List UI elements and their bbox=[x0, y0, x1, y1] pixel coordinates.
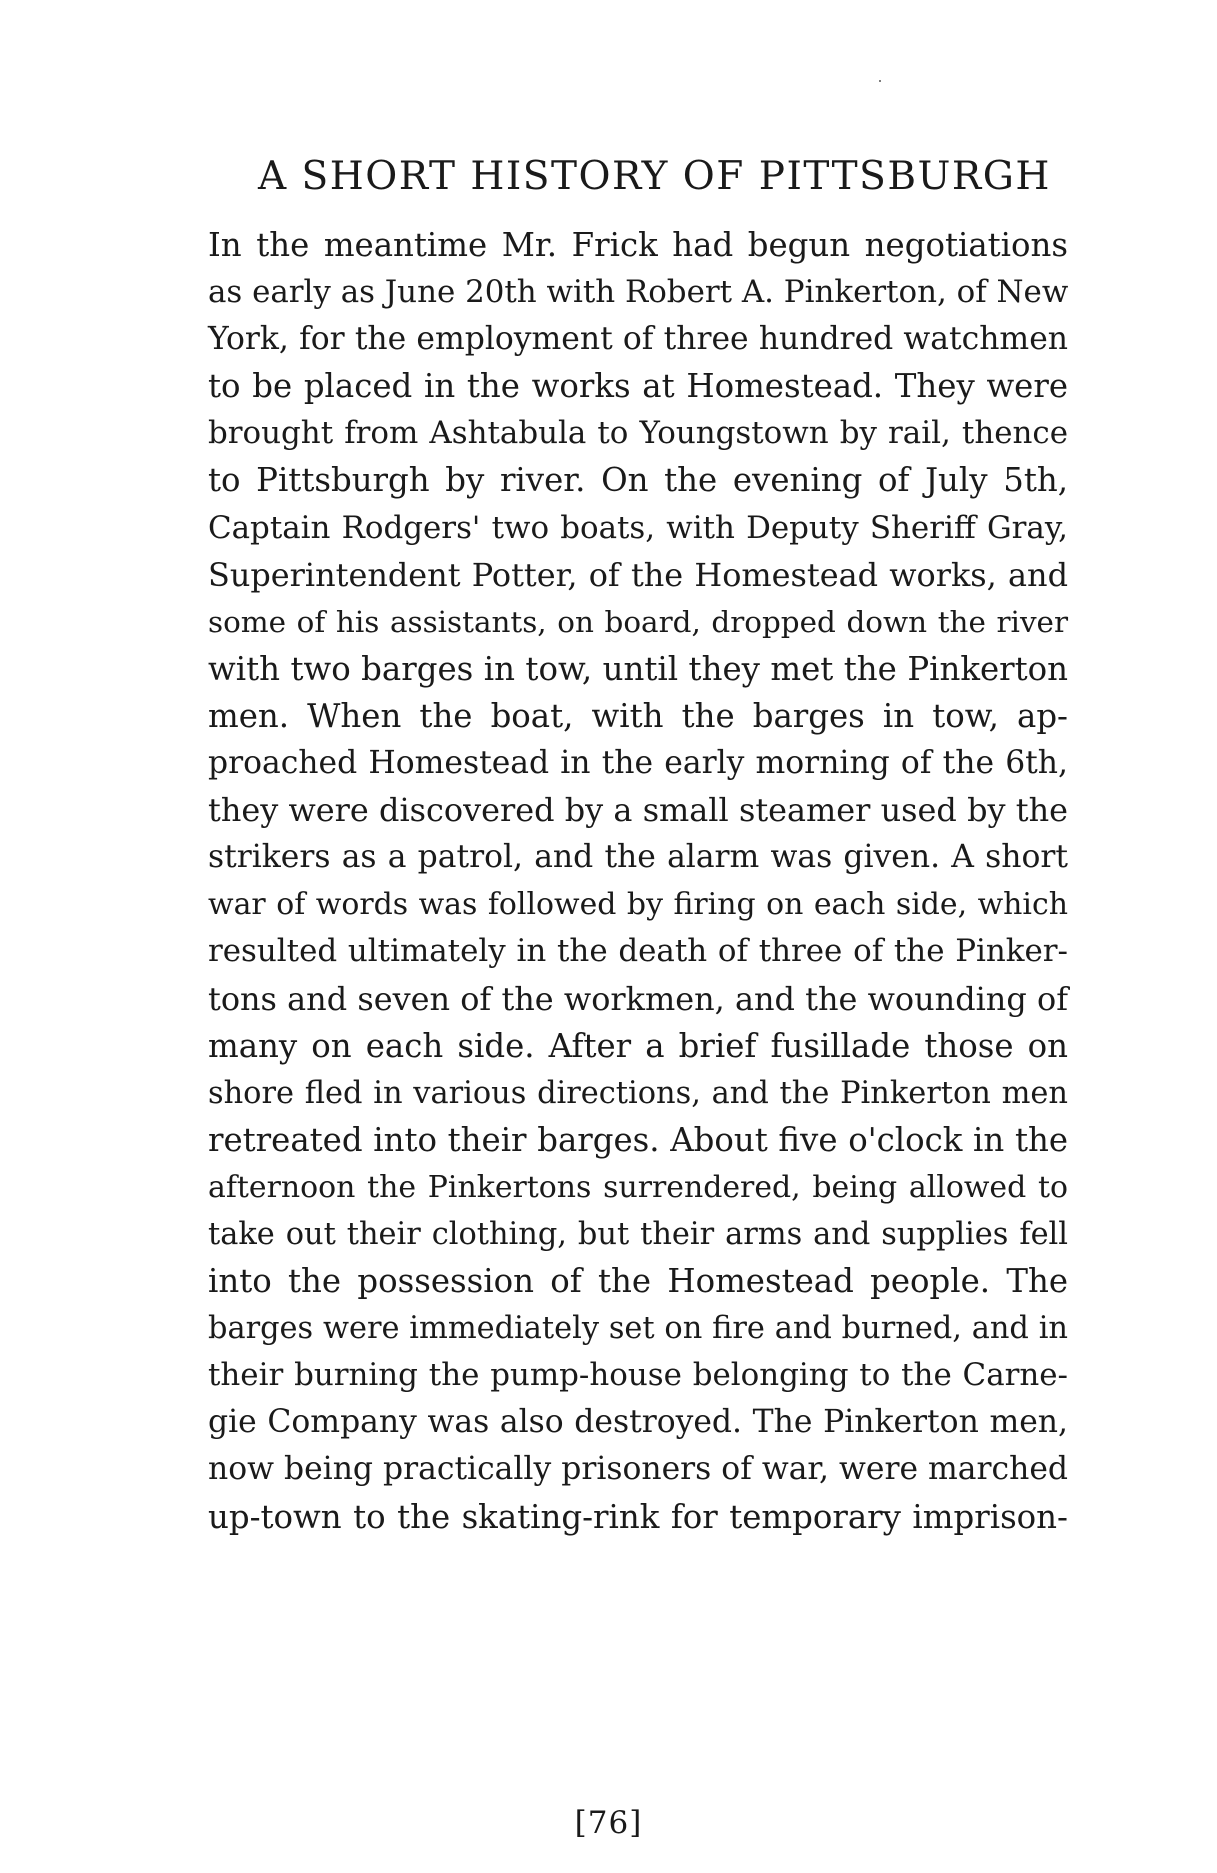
text-line: now being practically prisoners of war, were marched bbox=[208, 1451, 1068, 1488]
text-line: to Pittsburgh by river. On the evening of July 5th, bbox=[208, 461, 1068, 500]
text-line: war of words was followed by firing on each side, which bbox=[208, 887, 1068, 923]
body-text bbox=[208, 222, 1068, 1541]
text-line: In the meantime Mr. Frick had begun negotiations bbox=[208, 226, 1068, 264]
text-line: brought from Ashtabula to Youngstown by rail, thence bbox=[208, 415, 1068, 452]
running-head: A SHORT HISTORY OF PITTSBURGH bbox=[258, 154, 1051, 199]
text-line: many on each side. After a brief fusillade those on bbox=[208, 1026, 1068, 1065]
text-line: afternoon the Pinkertons surrendered, being allowed to bbox=[208, 1169, 1068, 1205]
text-line: York, for the employment of three hundred watchmen bbox=[208, 321, 1068, 358]
text-line: men. When the boat, with the barges in tow, ap- bbox=[208, 696, 1068, 735]
text-line: to be placed in the works at Homestead. They were bbox=[208, 367, 1068, 406]
text-line: with two barges in tow, until they met the Pinkerton bbox=[208, 649, 1068, 688]
text-line: into the possession of the Homestead people. The bbox=[208, 1262, 1068, 1301]
text-line: resulted ultimately in the death of three of the Pinker- bbox=[208, 933, 1068, 970]
text-line: shore fled in various directions, and the Pinkerton men bbox=[208, 1075, 1068, 1111]
text-line: tons and seven of the workmen, and the wounding of bbox=[208, 979, 1068, 1018]
text-line: proached Homestead in the early morning of the 6th, bbox=[208, 745, 1068, 782]
print-speck bbox=[879, 80, 881, 82]
text-line: as early as June 20th with Robert A. Pinkerton, of New bbox=[208, 274, 1069, 311]
text-line: Captain Rodgers' two boats, with Deputy Sheriff Gray, bbox=[208, 509, 1068, 546]
text-line: take out their clothing, but their arms and supplies fell bbox=[208, 1216, 1068, 1252]
text-line: gie Company was also destroyed. The Pinkerton men, bbox=[208, 1404, 1068, 1441]
page-number: [76] bbox=[574, 1805, 643, 1841]
text-line: retreated into their barges. About five o'clock in the bbox=[208, 1120, 1068, 1159]
text-line: some of his assistants, on board, dropped down the river bbox=[208, 604, 1068, 639]
text-line: strikers as a patrol, and the alarm was given. A short bbox=[208, 839, 1068, 876]
text-line: barges were immediately set on fire and burned, and in bbox=[208, 1311, 1068, 1347]
text-line: they were discovered by a small steamer used by the bbox=[208, 791, 1068, 830]
text-line: up-town to the skating-rink for temporary imprison- bbox=[208, 1497, 1068, 1536]
text-line: Superintendent Potter, of the Homestead works, and bbox=[208, 555, 1068, 594]
text-line: their burning the pump-house belonging to the Carne- bbox=[208, 1357, 1068, 1394]
